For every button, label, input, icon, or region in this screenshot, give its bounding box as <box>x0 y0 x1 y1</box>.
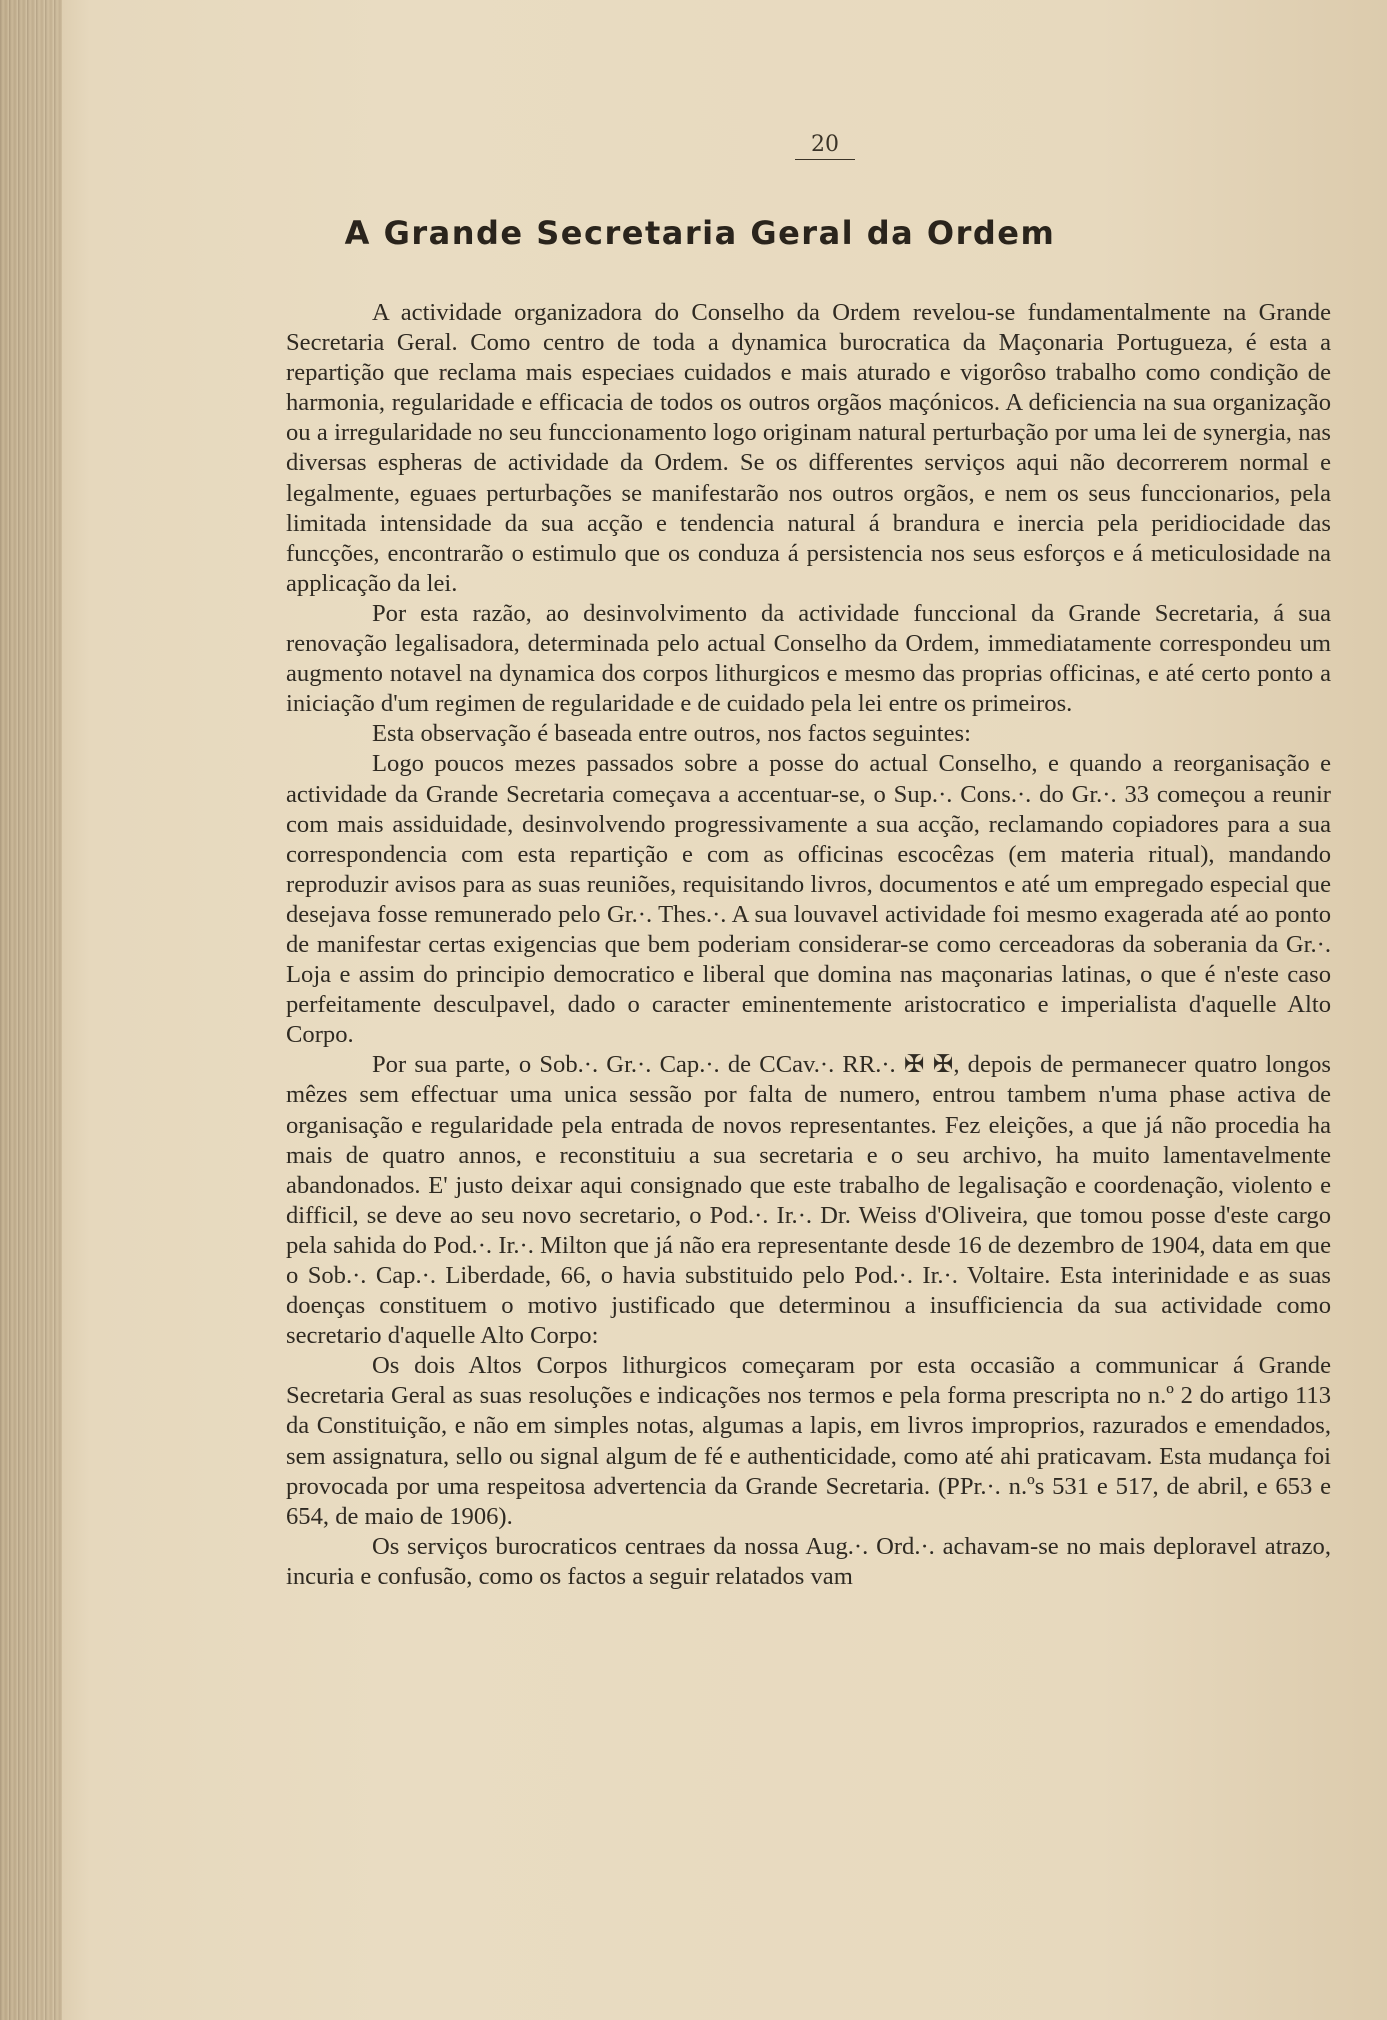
paragraph-1: A actividade organizadora do Conselho da Ordem revelou-se fundamentalmente na Grande Secretaria Geral. Como centro de toda a dynamica burocratica da Maçonaria Portugueza, é esta a repartição que reclama mais especiaes cuidados e mais aturado e vigorôso trabalho como condição de harmonia, regularidade e efficacia de todos os outros orgãos maçónicos. A deficiencia na sua organização ou a irregularidade no seu funccionamento logo originam natural perturbação por uma lei de synergia, nas diversas espheras de actividade da Ordem. Se os differentes serviços aqui não decorrerem normal e legalmente, eguaes perturbações se manifestarão nos outros orgãos, e nem os seus funccionarios, pela limitada intensidade da sua acção e tendencia natural á brandura e inercia pela peridiocidade das funcções, encontrarão o estimulo que os conduza á persistencia nos seus esforços e á meticulosidade na applicação da lei. <box>286 299 1331 597</box>
section-title: A Grande Secretaria Geral da Ordem <box>344 214 1056 252</box>
paragraph-5: Por sua parte, o Sob.·. Gr.·. Cap.·. de CCav.·. RR.·. ✠ ✠, depois de permanecer quatro longos mêzes sem effectuar uma unica sessão por falta de numero, entrou tambem n'uma phase activa de organisação e regularidade pela entrada de novos representantes. Fez eleições, a que já não procedia ha mais de quatro annos, e reconstituiu a sua secretaria e o seu archivo, ha muito lamentavelmente abandonados. E' justo deixar aqui consignado que este trabalho de legalisação e coordenação, violento e difficil, se deve ao seu novo secretario, o Pod.·. Ir.·. Dr. Weiss d'Oliveira, que tomou posse d'este cargo pela sahida do Pod.·. Ir.·. Milton que já não era representante desde 16 de dezembro de 1904, data em que o Sob.·. Cap.·. Liberdade, 66, o havia substituido pelo Pod.·. Ir.·. Voltaire. Esta interinidade e as suas doenças constituem o motivo justificado que determinou a insufficiencia da sua actividade como secretario d'aquelle Alto Corpo: <box>286 1051 1331 1350</box>
paragraph-4: Logo poucos mezes passados sobre a posse do actual Conselho, e quando a reorganisação e actividade da Grande Secretaria começava a accentuar-se, o Sup.·. Cons.·. do Gr.·. 33 começou a reunir com mais assiduidade, desinvolvendo progressivamente a sua acção, reclamando copiadores para a sua correspondencia com esta repartição e com as officinas escocêzas (em materia ritual), mandando reproduzir avisos para as suas reuniões, requisitando livros, documentos e até um empregado especial que desejava fosse remunerado pelo Gr.·. Thes.·. A sua louvavel actividade foi mesmo exagerada até ao ponto de manifestar certas exigencias que bem poderiam considerar-se como cerceadoras da soberania da Gr.·. Loja e assim do principio democratico e liberal que domina nas maçonarias latinas, o que é n'este caso perfeitamente desculpavel, dado o caracter eminentemente aristocratico e imperialista d'aquelle Alto Corpo. <box>286 750 1331 1049</box>
paragraph-7: Os serviços burocraticos centraes da nossa Aug.·. Ord.·. achavam-se no mais deploravel atrazo, incuria e confusão, como os factos a seguir relatados vam <box>286 1532 1331 1590</box>
page-number: 20 <box>795 132 855 160</box>
paragraph-6: Os dois Altos Corpos lithurgicos começaram por esta occasião a communicar á Grande Secretaria Geral as suas resoluções e indicações nos termos e pela forma prescripta no n.º 2 do artigo 113 da Constituição, e não em simples notas, algumas a lapis, em livros improprios, razurados e emendados, sem assignatura, sello ou signal algum de fé e authenticidade, como até ahi praticavam. Esta mudança foi provocada por uma respeitosa advertencia da Grande Secretaria. (PPr.·. n.ºs 531 e 517, de abril, e 653 e 654, de maio de 1906). <box>286 1352 1331 1530</box>
paragraph-2: Por esta razão, ao desinvolvimento da actividade funccional da Grande Secretaria, á sua renovação legalisadora, determinada pelo actual Conselho da Ordem, immediatamente correspondeu um augmento notavel na dynamica dos corpos lithurgicos e mesmo das proprias officinas, e até certo ponto a iniciação d'um regimen de regularidade e de cuidado pela lei entre os primeiros. <box>286 599 1331 718</box>
body-text <box>286 298 1331 1592</box>
paragraph-3: Esta observação é baseada entre outros, nos factos seguintes: <box>372 720 971 748</box>
page-binding-edge <box>0 0 62 2020</box>
